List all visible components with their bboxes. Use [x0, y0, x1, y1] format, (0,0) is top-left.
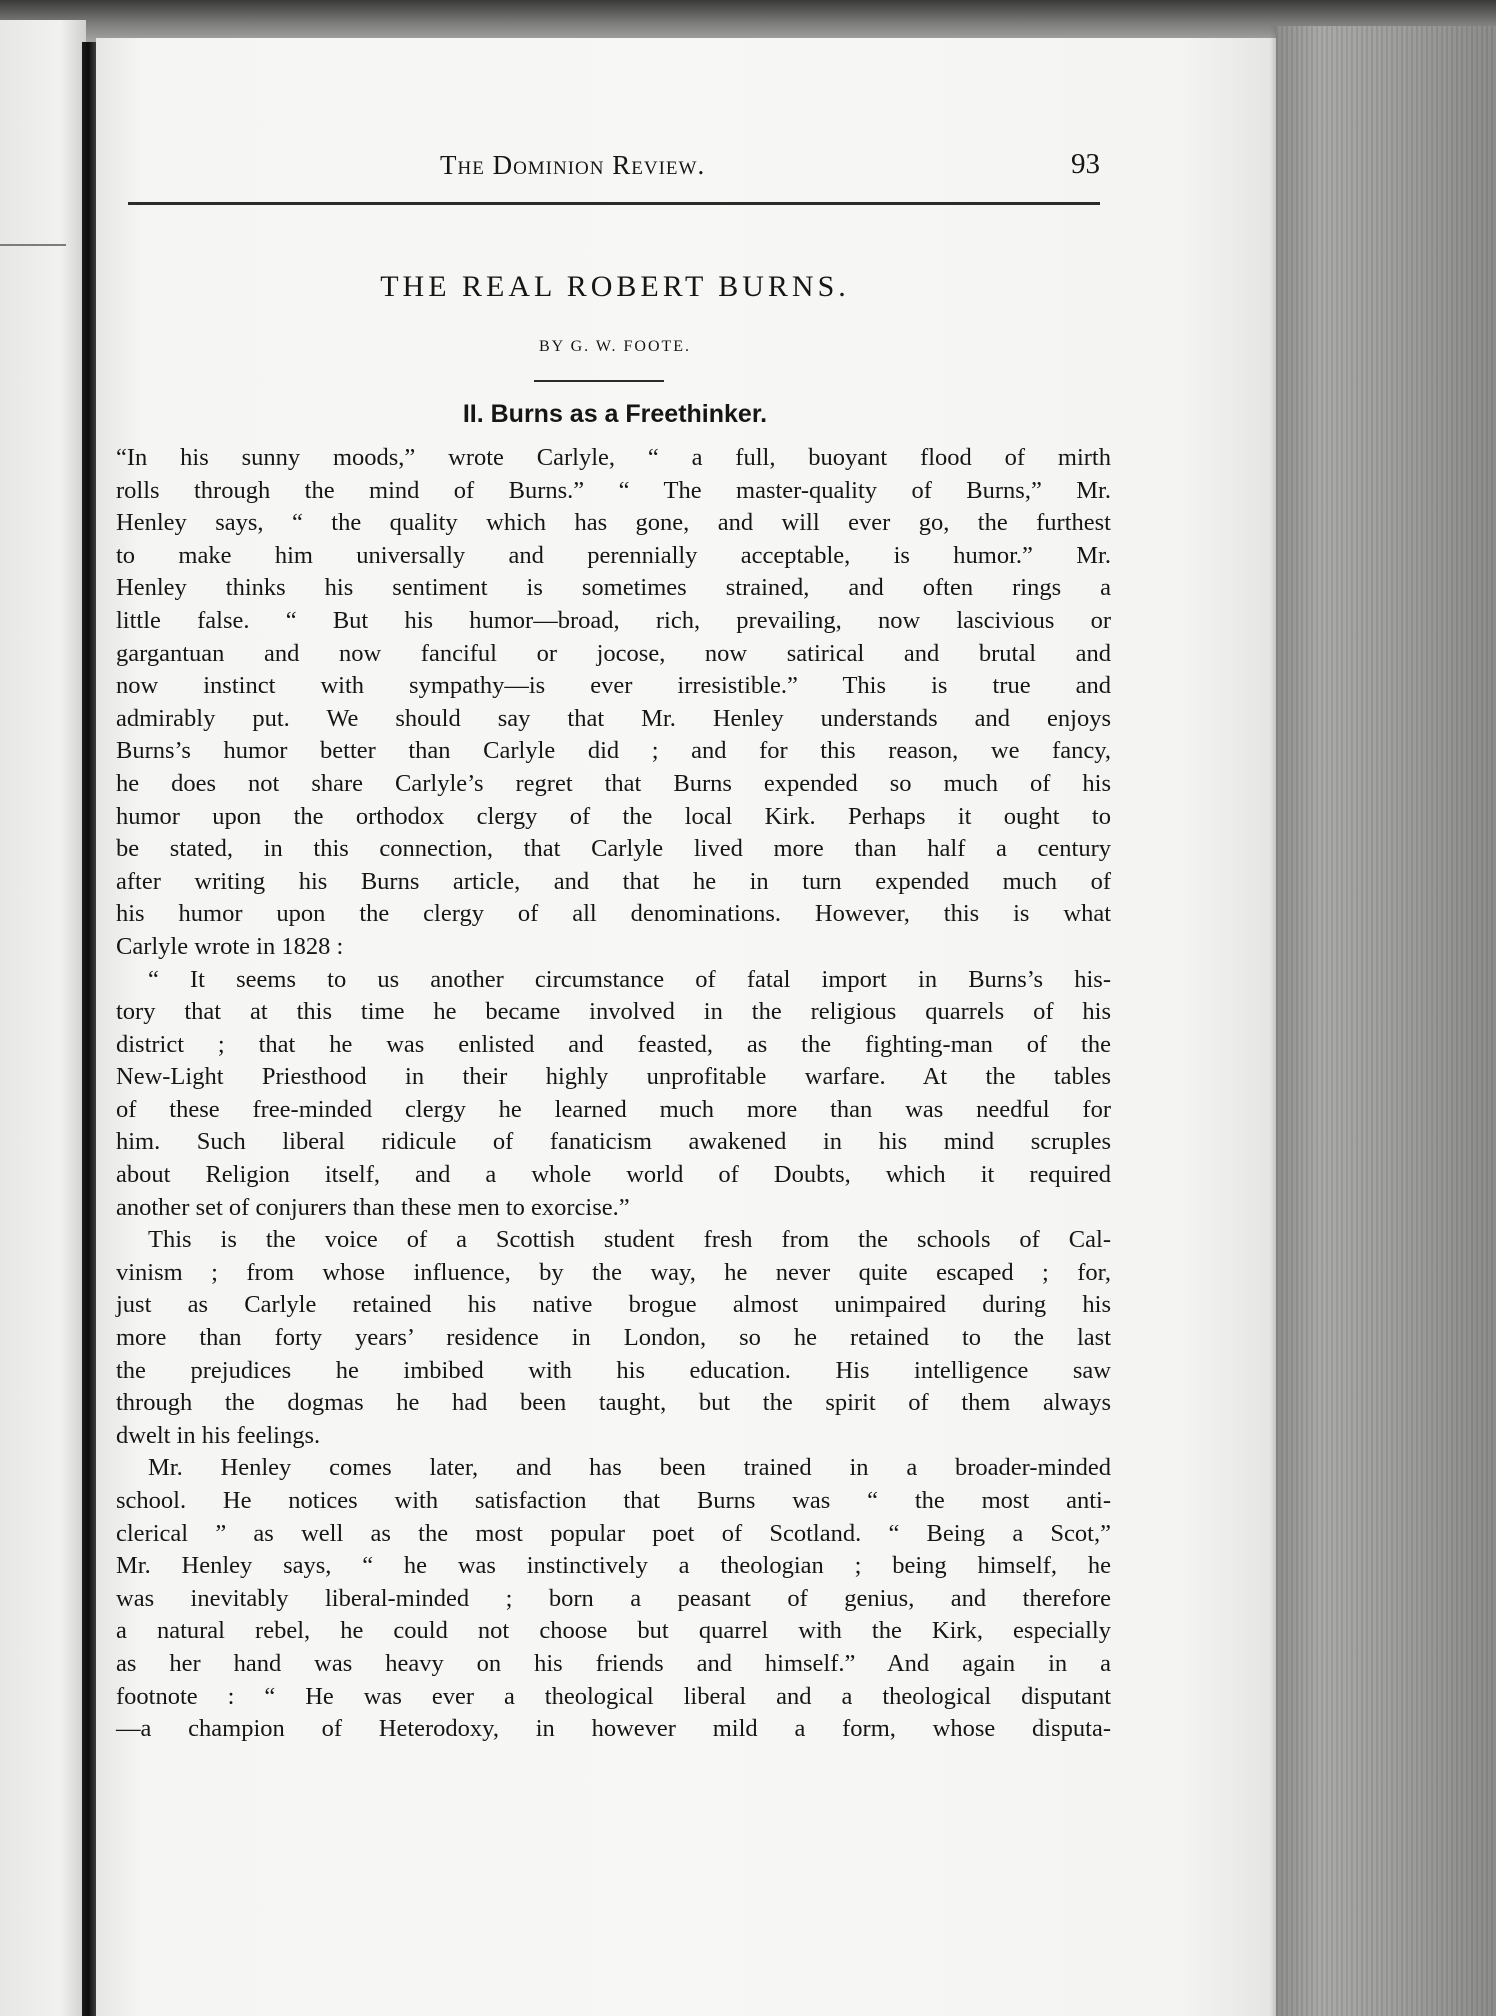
journal-title: The Dominion Review. — [440, 150, 706, 180]
text-line: the prejudices he imbibed with his education. His intelligence saw — [116, 1356, 1111, 1384]
text-line: —a champion of Heterodoxy, in however mild a form, whose disputa- — [116, 1715, 1111, 1743]
author-byline: BY G. W. FOOTE. — [538, 338, 692, 355]
text-line: he does not share Carlyle’s regret that Burns expended so much of his — [116, 769, 1111, 797]
article-body — [116, 442, 1111, 1746]
text-line: district ; that he was enlisted and feasted, as the fighting-man of the — [116, 1030, 1111, 1058]
book-page-edges — [1276, 26, 1496, 2016]
text-line: now instinct with sympathy—is ever irresistible.” This is true and — [116, 672, 1111, 700]
text-line: dwelt in his feelings. — [116, 1421, 321, 1449]
text-line: as her hand was heavy on his friends and himself.” And again in a — [116, 1649, 1111, 1677]
article-title: THE REAL ROBERT BURNS. — [380, 270, 850, 303]
text-line: more than forty years’ residence in London, so he retained to the last — [116, 1324, 1111, 1352]
text-line: little false. “ But his humor—broad, rich, prevailing, now lascivious or — [116, 606, 1111, 634]
text-line: footnote : “ He was ever a theological liberal and a theological disputant — [116, 1682, 1111, 1710]
page-number: 93 — [1071, 148, 1100, 180]
text-line: admirably put. We should say that Mr. Henley understands and enjoys — [116, 704, 1111, 732]
text-line: through the dogmas he had been taught, but the spirit of them always — [116, 1389, 1111, 1417]
text-line: vinism ; from whose influence, by the way, he never quite escaped ; for, — [116, 1258, 1111, 1286]
text-line: Mr. Henley says, “ he was instinctively a theologian ; being himself, he — [116, 1552, 1111, 1580]
text-line: about Religion itself, and a whole world of Doubts, which it required — [116, 1161, 1111, 1189]
facing-page-edge — [0, 20, 86, 2016]
text-line: Mr. Henley comes later, and has been trained in a broader-minded — [148, 1454, 1111, 1482]
text-line: a natural rebel, he could not choose but quarrel with the Kirk, especially — [116, 1617, 1111, 1645]
text-line: to make him universally and perennially acceptable, is humor.” Mr. — [116, 541, 1111, 569]
text-line: just as Carlyle retained his native brogue almost unimpaired during his — [116, 1291, 1111, 1319]
text-line: clerical ” as well as the most popular poet of Scotland. “ Being a Scot,” — [116, 1519, 1111, 1547]
text-line: after writing his Burns article, and that he in turn expended much of — [116, 867, 1111, 895]
header-rule — [128, 202, 1100, 205]
text-line: be stated, in this connection, that Carlyle lived more than half a century — [116, 835, 1111, 863]
text-line: was inevitably liberal-minded ; born a peasant of genius, and therefore — [116, 1584, 1111, 1612]
running-head — [130, 150, 1100, 190]
text-line: rolls through the mind of Burns.” “ The master-quality of Burns,” Mr. — [116, 476, 1111, 504]
byline-rule — [534, 380, 664, 382]
text-line: Henley says, “ the quality which has gone, and will ever go, the furthest — [116, 509, 1111, 537]
text-line: This is the voice of a Scottish student fresh from the schools of Cal- — [148, 1226, 1111, 1254]
text-line: “In his sunny moods,” wrote Carlyle, “ a full, buoyant flood of mirth — [116, 444, 1111, 471]
text-line: Burns’s humor better than Carlyle did ; and for this reason, we fancy, — [116, 737, 1111, 765]
text-line: school. He notices with satisfaction that Burns was “ the most anti- — [116, 1487, 1111, 1514]
text-line: New-Light Priesthood in their highly unprofitable warfare. At the tables — [116, 1063, 1111, 1091]
text-line: tory that at this time he became involved in the religious quarrels of his — [116, 998, 1111, 1026]
text-line: Henley thinks his sentiment is sometimes strained, and often rings a — [116, 574, 1111, 602]
text-line: gargantuan and now fanciful or jocose, now satirical and brutal and — [116, 639, 1111, 667]
text-line: his humor upon the clergy of all denominations. However, this is what — [116, 900, 1111, 928]
text-line: him. Such liberal ridicule of fanaticism awakened in his mind scruples — [116, 1128, 1111, 1156]
section-heading: II. Burns as a Freethinker. — [462, 400, 768, 428]
text-line: “ It seems to us another circumstance of fatal import in Burns’s his- — [148, 965, 1111, 993]
text-line: humor upon the orthodox clergy of the local Kirk. Perhaps it ought to — [116, 802, 1111, 830]
text-line: another set of conjurers than these men to exorcise.” — [116, 1193, 630, 1221]
facing-page-mark — [0, 244, 66, 246]
text-line: of these free-minded clergy he learned much more than was needful for — [116, 1095, 1111, 1123]
text-line: Carlyle wrote in 1828 : — [116, 932, 344, 960]
